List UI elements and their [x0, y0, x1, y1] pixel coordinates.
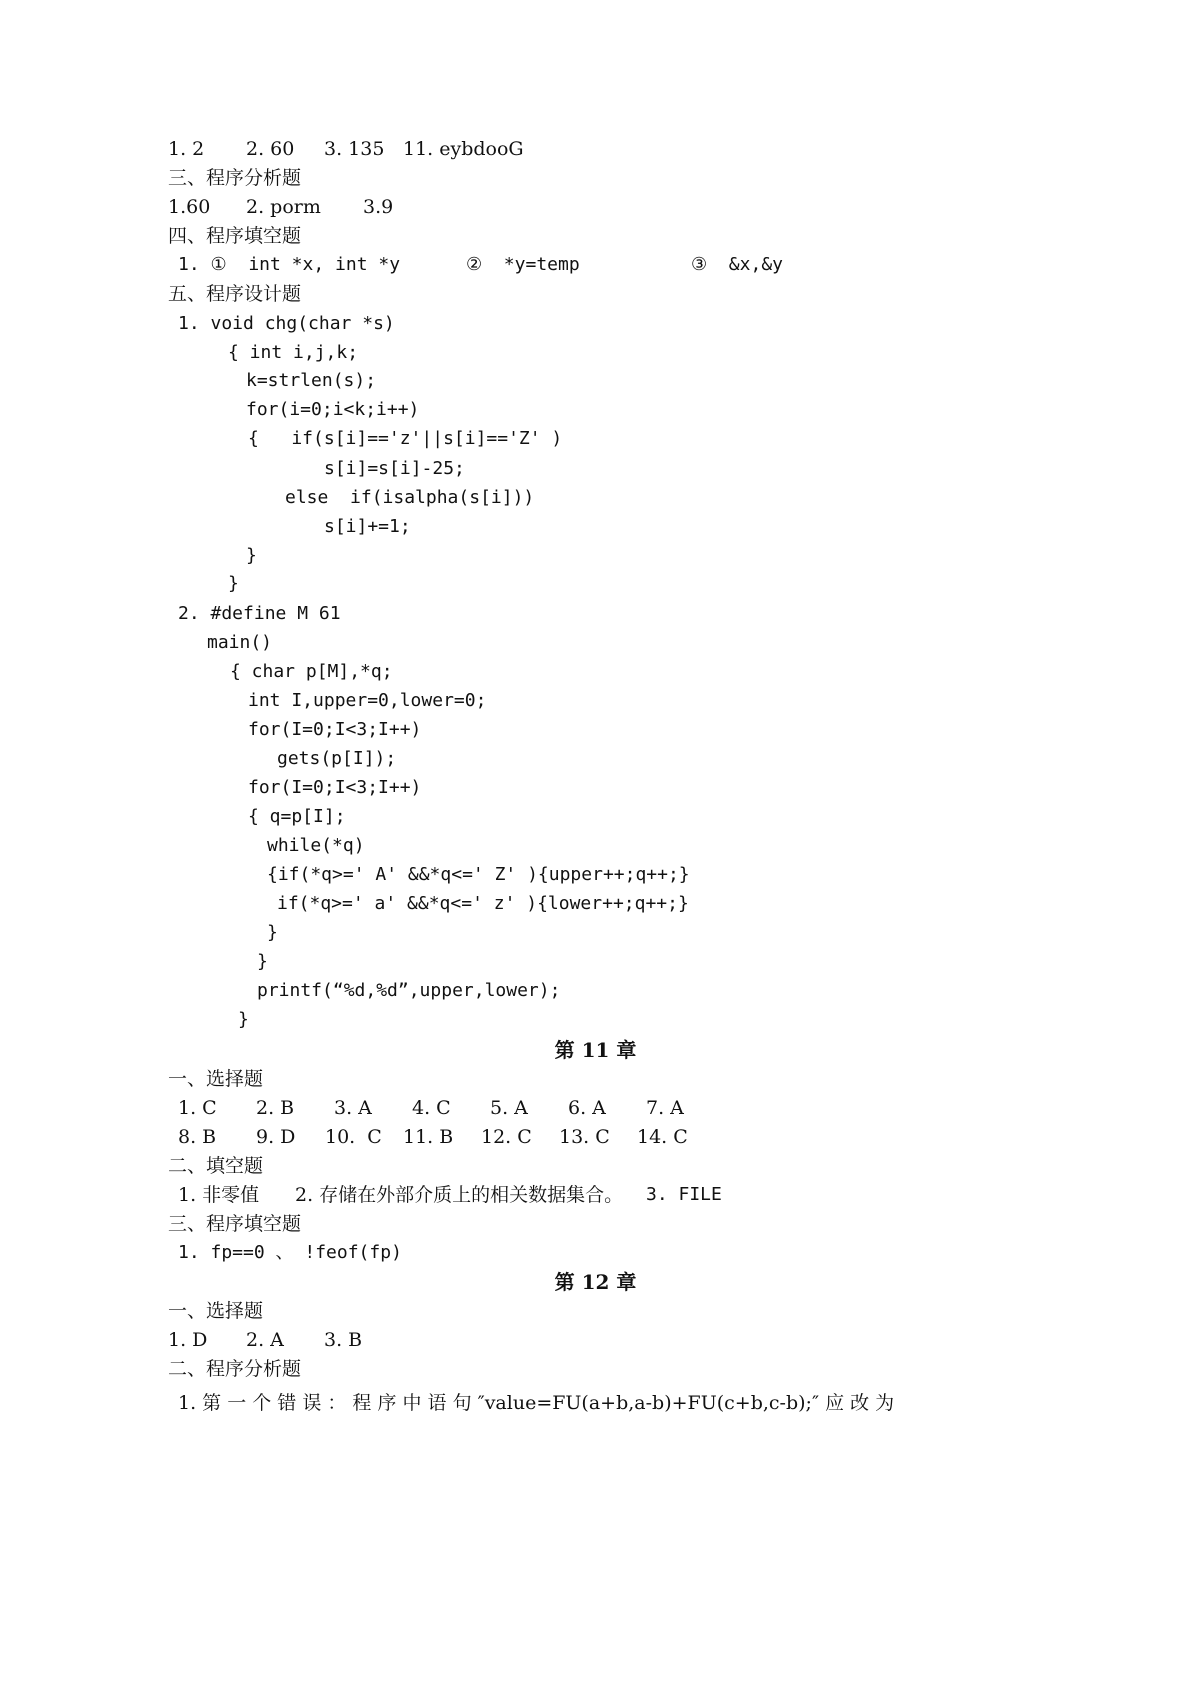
answer-item: 1. fp==0 、 !feof(fp): [178, 1242, 402, 1263]
answer-item: 2. 60: [246, 138, 295, 160]
answer-item: ② *y=temp: [466, 254, 580, 275]
answer-item: 3. A: [334, 1097, 372, 1119]
answer-item: 10. C: [325, 1126, 382, 1148]
answer-item: 8. B: [178, 1126, 217, 1148]
answer-item: 9. D: [256, 1126, 296, 1148]
section-heading: 二、程序分析题: [168, 1358, 302, 1380]
section-heading: 三、程序分析题: [168, 167, 302, 189]
answer-item: 3.9: [363, 196, 394, 218]
code-line: }: [238, 1009, 249, 1030]
code-line: for(I=0;I<3;I++): [248, 719, 422, 740]
code-line: printf(“%d,%d”,upper,lower);: [257, 980, 561, 1001]
answer-item: 1. 2: [168, 138, 205, 160]
answer-item: 11. eybdooG: [403, 138, 524, 160]
answer-item: 1. C: [178, 1097, 217, 1119]
answer-item: 2. porm: [246, 196, 321, 218]
answer-item: 1.60: [168, 196, 211, 218]
chapter-title: 第 12 章: [554, 1270, 637, 1294]
code-line: gets(p[I]);: [277, 748, 397, 769]
code-line: k=strlen(s);: [246, 370, 377, 391]
answer-item: 11. B: [403, 1126, 454, 1148]
code-line: { char p[M],*q;: [230, 661, 393, 682]
answer-item: 3. B: [324, 1329, 363, 1351]
code-line: {if(*q>=' A' &&*q<=' Z' ){upper++;q++;}: [267, 864, 690, 885]
code-line: }: [246, 545, 257, 566]
answer-item: 14. C: [637, 1126, 688, 1148]
answer-item: 13. C: [559, 1126, 610, 1148]
answer-item: 3. FILE: [646, 1184, 722, 1205]
code-line: 2. #define M 61: [178, 603, 341, 624]
answer-item: 6. A: [568, 1097, 606, 1119]
code-line: 1. void chg(char *s): [178, 313, 395, 334]
code-line: }: [257, 951, 268, 972]
code-line: }: [228, 573, 239, 594]
code-line: { q=p[I];: [248, 806, 346, 827]
code-line: { if(s[i]=='z'||s[i]=='Z' ): [248, 428, 563, 449]
answer-item: 2. A: [246, 1329, 284, 1351]
answer-item: 12. C: [481, 1126, 532, 1148]
code-line: }: [267, 922, 278, 943]
code-line: s[i]+=1;: [324, 516, 411, 537]
paragraph-line: 1. 第 一 个 错 误 ： 程 序 中 语 句 ″value=FU(a+b,a-b)+FU(c+b,c-b);″ 应 改 为: [178, 1392, 895, 1414]
answer-item: 2. 存储在外部介质上的相关数据集合。: [295, 1184, 624, 1206]
code-line: main(): [207, 632, 273, 653]
code-line: while(*q): [267, 835, 365, 856]
answer-item: 3. 135: [324, 138, 385, 160]
code-line: for(I=0;I<3;I++): [248, 777, 422, 798]
section-heading: 二、填空题: [168, 1155, 264, 1177]
answer-item: 4. C: [412, 1097, 451, 1119]
code-line: else if(isalpha(s[i])): [285, 487, 535, 508]
answer-item: 1. 非零值: [178, 1184, 260, 1206]
answer-item: 2. B: [256, 1097, 295, 1119]
section-heading: 三、程序填空题: [168, 1213, 302, 1235]
answer-item: 5. A: [490, 1097, 528, 1119]
answer-item: 1. ① int *x, int *y: [178, 254, 401, 275]
answer-item: ③ &x,&y: [691, 254, 783, 275]
code-line: for(i=0;i<k;i++): [246, 399, 420, 420]
code-line: { int i,j,k;: [228, 342, 359, 363]
answer-item: 7. A: [646, 1097, 684, 1119]
section-heading: 四、程序填空题: [168, 225, 302, 247]
code-line: int I,upper=0,lower=0;: [248, 690, 487, 711]
section-heading: 一、选择题: [168, 1068, 264, 1090]
code-line: if(*q>=' a' &&*q<=' z' ){lower++;q++;}: [277, 893, 689, 914]
code-line: s[i]=s[i]-25;: [324, 458, 465, 479]
section-heading: 五、程序设计题: [168, 283, 302, 305]
section-heading: 一、选择题: [168, 1300, 264, 1322]
answer-item: 1. D: [168, 1329, 208, 1351]
chapter-title: 第 11 章: [554, 1038, 637, 1062]
